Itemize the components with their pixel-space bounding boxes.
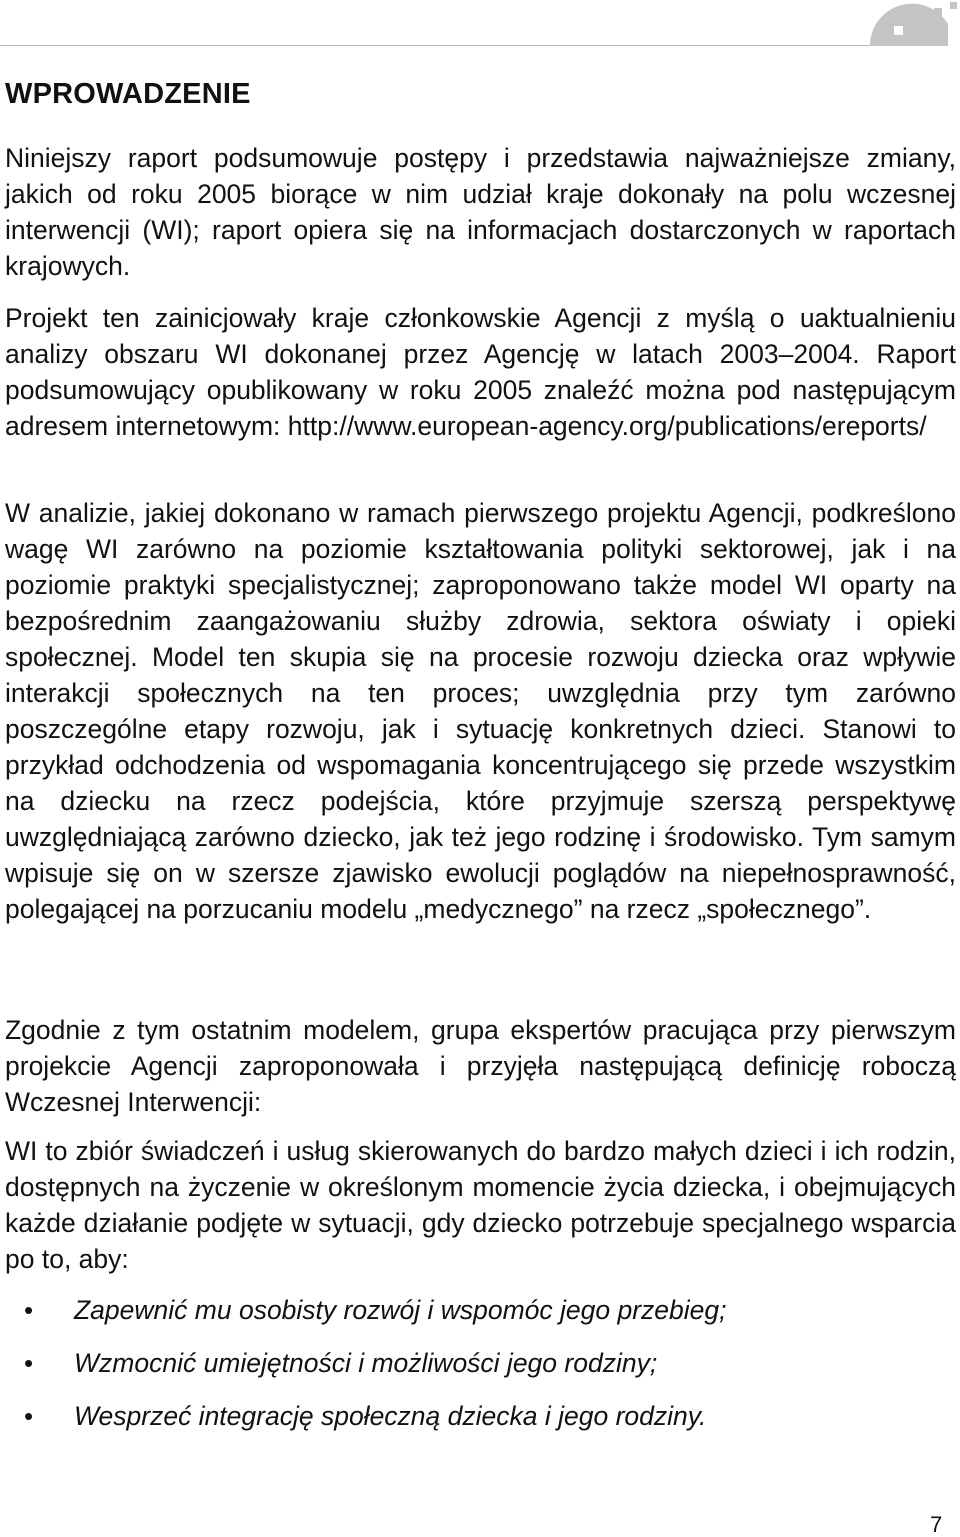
list-item-text: Zapewnić mu osobisty rozwój i wspomóc jego przebieg;	[74, 1295, 727, 1325]
list-item	[0, 1396, 960, 1449]
section-heading: WPROWADZENIE	[5, 78, 251, 110]
agency-logo-icon	[866, 0, 960, 50]
goals-list	[0, 1290, 960, 1449]
bullet-icon: •	[24, 1295, 34, 1325]
list-item	[0, 1343, 960, 1396]
page-number: 7	[930, 1512, 943, 1537]
paragraph-definition-intro: Zgodnie z tym ostatnim modelem, grupa ekspertów pracująca przy pierwszym projekcie Agencji zaproponowała i przyjęła następującą definicję roboczą Wczesnej Interwencji:	[5, 1015, 956, 1117]
list-item-text: Wzmocnić umiejętności i możliwości jego rodziny;	[74, 1348, 658, 1378]
header-rule	[0, 45, 905, 46]
list-item-text: Wesprzeć integrację społeczną dziecka i jego rodziny.	[74, 1401, 707, 1431]
paragraph-intro: Niniejszy raport podsumowuje postępy i przedstawia najważniejsze zmiany, jakich od roku 2005 biorące w nim udział kraje dokonały na polu wczesnej interwencji (WI); raport opiera się na informacjach dostarczonych w raportach krajowych.	[5, 143, 956, 281]
paragraph-project: Projekt ten zainicjowały kraje członkowskie Agencji z myślą o uaktualnieniu analizy obszaru WI dokonanej przez Agencję w latach 2003–2004. Raport podsumowujący opublikowany w roku 2005 znaleźć można pod następującym adresem internetowym: http://www.european-agency.org/publications/ereports/	[5, 303, 956, 441]
paragraph-analysis: W analizie, jakiej dokonano w ramach pierwszego projektu Agencji, podkreślono wagę WI zarówno na poziomie kształtowania polityki sektorowej, jak i na poziomie praktyki specjalistycznej; zaproponowano także model WI oparty na bezpośrednim zaangażowaniu służby zdrowia, sektora oświaty i opieki społecznej. Model ten skupia się na procesie rozwoju dziecka oraz wpływie interakcji społecznych na ten proces; uwzględnia przy tym zarówno poszczególne etapy rozwoju, jak i sytuację konkretnych dzieci. Stanowi to przykład odchodzenia od wspomagania koncentrującego się przede wszystkim na dziecku na rzecz podejścia, które przyjmuje szerszą perspektywę uwzględniającą zarówno dziecko, jak też jego rodzinę i środowisko. Tym samym wpisuje się on w szersze zjawisko ewolucji poglądów na niepełnosprawność, polegającej na porzucaniu modelu „medycznego” na rzecz „społecznego”.	[5, 498, 956, 924]
bullet-icon: •	[24, 1348, 34, 1378]
paragraph-definition: WI to zbiór świadczeń i usług skierowanych do bardzo małych dzieci i ich rodzin, dostępnych na życzenie w określonym momencie życia dziecka, i obejmujących każde działanie podjęte w sytuacji, gdy dziecko potrzebuje specjalnego wsparcia po to, aby:	[5, 1136, 956, 1274]
list-item	[0, 1290, 960, 1343]
bullet-icon: •	[24, 1401, 34, 1431]
